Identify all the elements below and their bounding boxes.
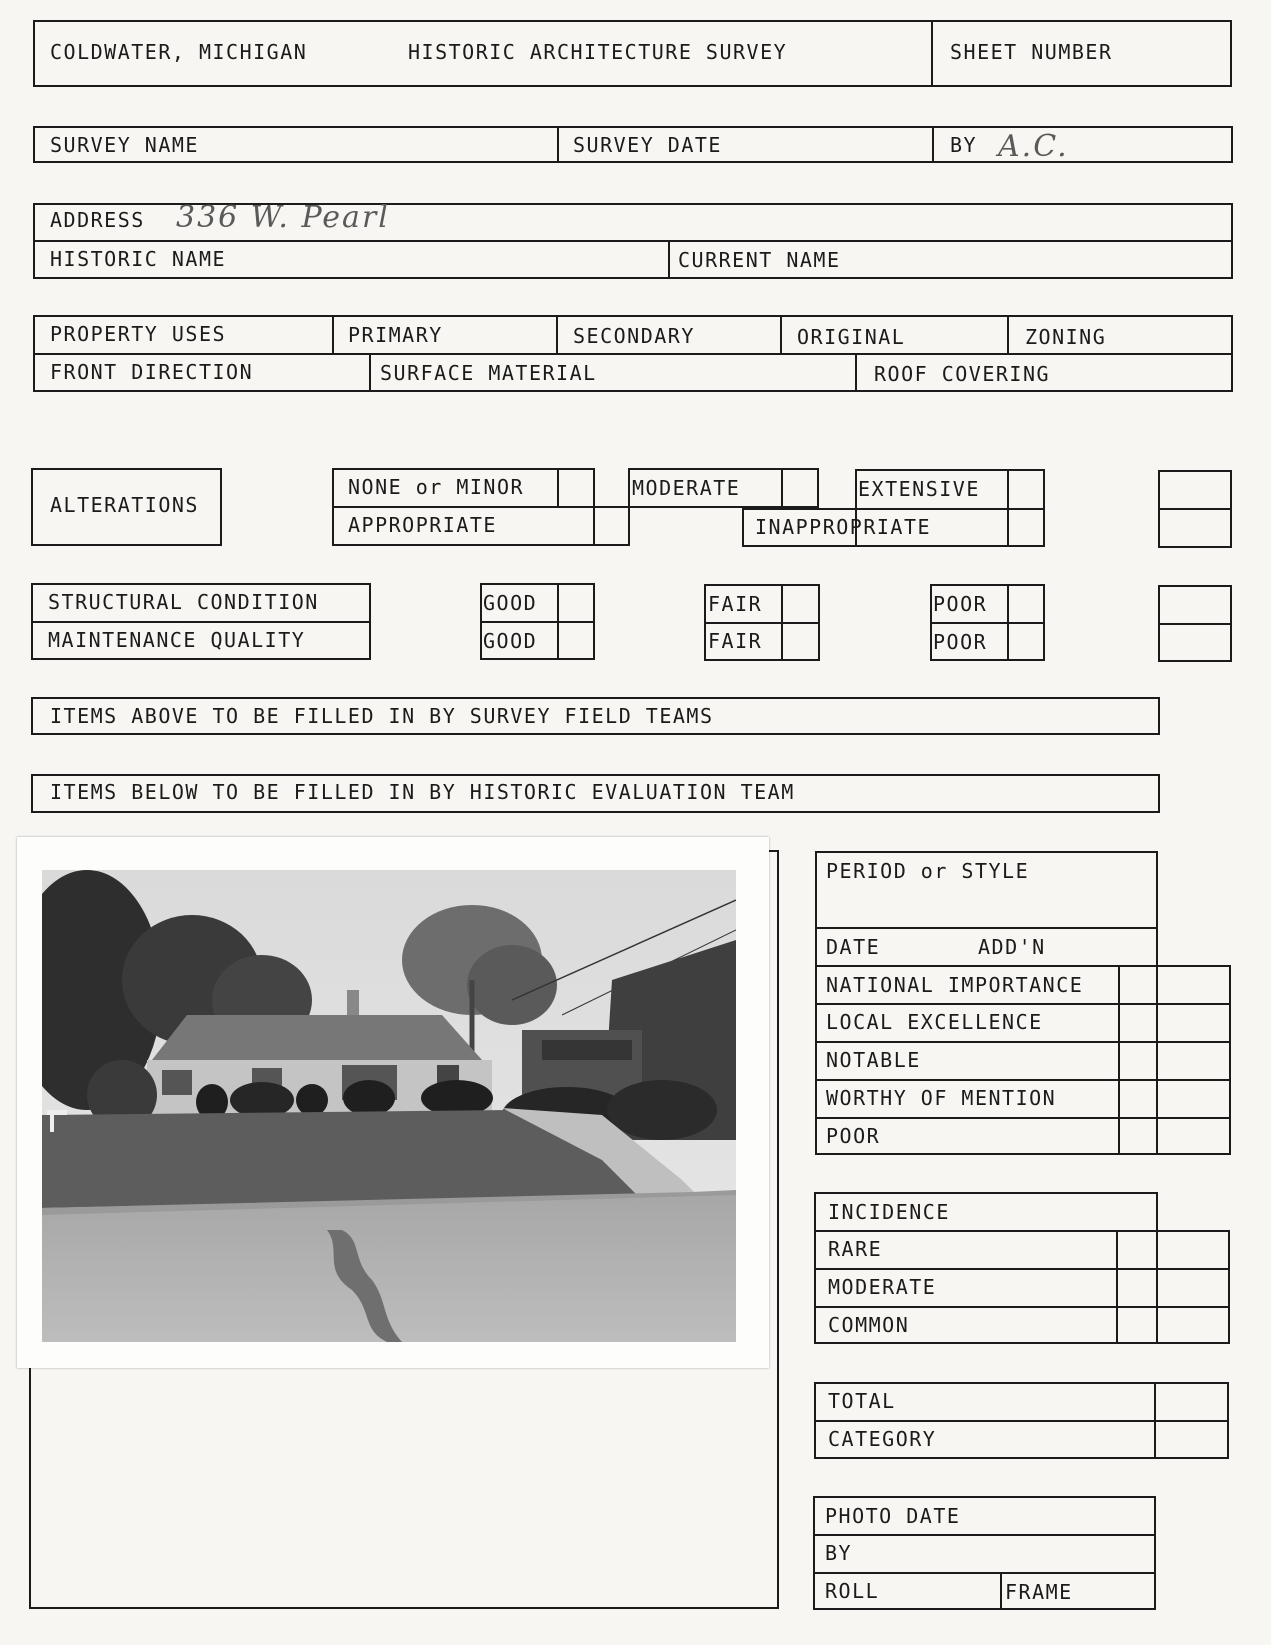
survey-name-label: SURVEY NAME — [50, 133, 199, 157]
incidence-rare: RARE — [828, 1237, 883, 1261]
rating-national-importance: NATIONAL IMPORTANCE — [826, 973, 1084, 997]
incidence-label: INCIDENCE — [828, 1200, 950, 1224]
material-divider-1 — [369, 353, 371, 392]
by-label: BY — [950, 133, 978, 157]
ratings-col-divider-2 — [1156, 965, 1158, 1155]
inappropriate-label: INAPPROPRIATE — [755, 515, 932, 539]
incidence-common-checkbox[interactable] — [1116, 1306, 1156, 1344]
poor-maintenance-checkbox[interactable] — [1007, 622, 1045, 661]
addn-label: ADD'N — [978, 935, 1046, 959]
structural-condition-label: STRUCTURAL CONDITION — [48, 590, 319, 614]
ratings-row-divider-1 — [815, 1003, 1231, 1005]
material-divider-2 — [855, 353, 857, 392]
evaluation-note: ITEMS BELOW TO BE FILLED IN BY HISTORIC EVALUATION TEAM — [50, 780, 795, 804]
historic-name-label: HISTORIC NAME — [50, 247, 227, 271]
total-value-field[interactable] — [1154, 1382, 1229, 1420]
photo-date-label: PHOTO DATE — [825, 1504, 961, 1528]
address-value: 336 W. Pearl — [176, 200, 390, 235]
field-teams-note: ITEMS ABOVE TO BE FILLED IN BY SURVEY FIELD TEAMS — [50, 704, 714, 728]
good-structural-checkbox[interactable] — [557, 583, 595, 621]
rating-national-importance-checkbox[interactable] — [1118, 965, 1156, 1003]
property-row-divider — [33, 353, 1233, 355]
secondary-label: SECONDARY — [573, 324, 695, 348]
rating-local-excellence-checkbox[interactable] — [1118, 1003, 1156, 1041]
zoning-label: ZONING — [1025, 325, 1107, 349]
inappropriate-checkbox[interactable] — [1007, 508, 1045, 547]
extensive-row-divider — [742, 508, 1045, 510]
frame-label: FRAME — [1005, 1580, 1073, 1604]
rating-local-excellence: LOCAL EXCELLENCE — [826, 1010, 1043, 1034]
good-maintenance-checkbox[interactable] — [557, 621, 595, 660]
incidence-common: COMMON — [828, 1313, 910, 1337]
property-uses-label: PROPERTY USES — [50, 322, 227, 346]
primary-label: PRIMARY — [348, 323, 443, 347]
uses-divider-1 — [332, 315, 334, 353]
ratings-row-divider-2 — [815, 1041, 1231, 1043]
moderate-label: MODERATE — [632, 476, 741, 500]
incidence-row-divider-2 — [814, 1306, 1230, 1308]
uses-divider-2 — [556, 315, 558, 353]
rating-poor: POOR — [826, 1124, 881, 1148]
total-label: TOTAL — [828, 1389, 896, 1413]
rating-poor-checkbox[interactable] — [1118, 1117, 1156, 1155]
fair-structural-label: FAIR — [708, 592, 763, 616]
condition-row-divider — [31, 621, 371, 623]
ratings-row-divider-4 — [815, 1117, 1231, 1119]
survey-title: HISTORIC ARCHITECTURE SURVEY — [408, 40, 788, 64]
incidence-row-divider-1 — [814, 1268, 1230, 1270]
photo-info-row-divider-2 — [813, 1572, 1156, 1574]
original-label: ORIGINAL — [797, 325, 906, 349]
ratings-row-divider-3 — [815, 1079, 1231, 1081]
roof-covering-label: ROOF COVERING — [874, 362, 1051, 386]
surface-material-label: SURFACE MATERIAL — [380, 361, 597, 385]
city-heading: COLDWATER, MICHIGAN — [50, 40, 308, 64]
incidence-rare-checkbox[interactable] — [1116, 1230, 1156, 1268]
appropriate-checkbox[interactable] — [593, 506, 630, 546]
incidence-moderate: MODERATE — [828, 1275, 937, 1299]
photo-info-row-divider-1 — [813, 1534, 1156, 1536]
by-value: A.C. — [998, 129, 1069, 164]
fair-maintenance-checkbox[interactable] — [781, 622, 820, 661]
none-minor-label: NONE or MINOR — [348, 475, 525, 499]
inappropriate-bottom — [742, 545, 857, 547]
poor-structural-checkbox[interactable] — [1007, 584, 1045, 622]
category-value-field[interactable] — [1154, 1420, 1229, 1459]
survey-info-divider-2 — [932, 126, 934, 163]
survey-date-label: SURVEY DATE — [573, 133, 722, 157]
front-direction-label: FRONT DIRECTION — [50, 360, 254, 384]
alterations-score-divider — [1158, 508, 1232, 510]
rating-notable: NOTABLE — [826, 1048, 921, 1072]
fair-structural-checkbox[interactable] — [781, 584, 820, 622]
appropriate-label: APPROPRIATE — [348, 513, 497, 537]
rating-worthy-of-mention: WORTHY OF MENTION — [826, 1086, 1057, 1110]
period-style-label: PERIOD or STYLE — [826, 859, 1030, 883]
extensive-label: EXTENSIVE — [858, 477, 980, 501]
roll-label: ROLL — [825, 1579, 880, 1603]
good-structural-label: GOOD — [483, 591, 538, 615]
sheet-number-label: SHEET NUMBER — [950, 40, 1113, 64]
fair-maintenance-label: FAIR — [708, 629, 763, 653]
none-minor-checkbox[interactable] — [557, 468, 595, 508]
address-row-divider — [33, 240, 1233, 242]
rating-worthy-of-mention-checkbox[interactable] — [1118, 1079, 1156, 1117]
photo-by-label: BY — [825, 1541, 853, 1565]
roll-frame-divider — [1000, 1572, 1002, 1610]
incidence-moderate-checkbox[interactable] — [1116, 1268, 1156, 1306]
rating-notable-checkbox[interactable] — [1118, 1041, 1156, 1079]
incidence-col-divider-2 — [1156, 1230, 1158, 1344]
alterations-label: ALTERATIONS — [50, 493, 199, 517]
condition-score-divider — [1158, 623, 1232, 625]
name-divider — [668, 240, 670, 279]
house-photograph — [42, 870, 736, 1342]
maintenance-quality-label: MAINTENANCE QUALITY — [48, 628, 306, 652]
current-name-label: CURRENT NAME — [678, 248, 841, 272]
inappropriate-left — [742, 508, 744, 547]
poor-structural-label: POOR — [933, 592, 988, 616]
poor-maintenance-label: POOR — [933, 630, 988, 654]
address-label: ADDRESS — [50, 208, 145, 232]
good-maintenance-label: GOOD — [483, 629, 538, 653]
survey-info-divider-1 — [557, 126, 559, 163]
moderate-checkbox[interactable] — [781, 468, 819, 508]
uses-divider-4 — [1007, 315, 1009, 353]
header-divider — [931, 20, 933, 87]
category-label: CATEGORY — [828, 1427, 937, 1451]
house-photo-image — [42, 870, 736, 1342]
date-label: DATE — [826, 935, 881, 959]
uses-divider-3 — [780, 315, 782, 353]
extensive-checkbox[interactable] — [1007, 469, 1045, 509]
